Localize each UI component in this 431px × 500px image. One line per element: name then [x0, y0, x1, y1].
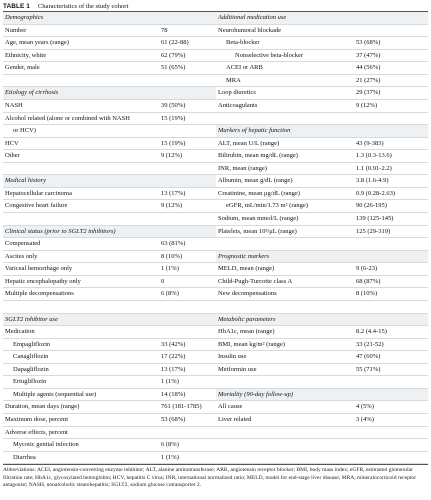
table-row	[216, 414, 428, 427]
row-label: HbA1c, mean (range)	[218, 328, 275, 336]
row-label: Multiple decompensations	[5, 290, 74, 298]
table-row	[3, 351, 216, 364]
table-row	[3, 113, 216, 126]
row-value: 1 (1%)	[161, 265, 179, 273]
row-label: ALT, mean U/L (range)	[218, 139, 280, 147]
row-label: Liver related	[218, 416, 252, 423]
table-row	[216, 351, 428, 364]
table-row	[216, 75, 428, 88]
row-value: 53 (68%)	[356, 39, 381, 47]
row-label: HCV	[5, 139, 19, 147]
row-value: 1.3 (0.3-13.6)	[356, 152, 392, 160]
row-value: 33 (21-52)	[356, 340, 384, 348]
row-label: Neurohumoral blockade	[218, 26, 281, 34]
row-value: 78	[161, 26, 168, 34]
row-label: Child-Pugh-Turcotte class A	[218, 277, 293, 285]
table-row	[3, 251, 216, 264]
row-label: All cause	[218, 403, 243, 411]
row-label: Mortality (90-day follow-up)	[218, 390, 294, 398]
row-label: Creatinine, mean μg/dL (range)	[218, 189, 300, 197]
table-row	[216, 326, 428, 339]
row-label: Demographics	[5, 14, 44, 21]
row-label: New decompensations	[218, 290, 277, 298]
row-label: Medical history	[5, 177, 46, 185]
spacer-row	[216, 376, 428, 389]
row-value: 8.2 (4.4-15)	[356, 328, 387, 336]
row-value: 43 (9-383)	[356, 139, 384, 147]
spacer-row	[216, 301, 428, 314]
table-row	[3, 263, 216, 276]
spacer-row	[216, 238, 428, 251]
table-row	[216, 138, 428, 151]
table-row	[3, 364, 216, 377]
row-value: 125 (29-319)	[356, 227, 391, 235]
row-label: ACEI or ARB	[226, 64, 263, 72]
row-label: Ertugliflozin	[13, 378, 47, 386]
row-value: 1 (1%)	[161, 453, 179, 461]
row-label: Additional medication use	[218, 14, 287, 21]
row-value: 15 (19%)	[161, 139, 186, 147]
row-label: Markers of hepatic function	[218, 127, 291, 135]
row-value: 0.9 (0.28-2.63)	[356, 189, 395, 197]
table-title: Characteristics of the study cohort	[37, 3, 129, 10]
table-row	[3, 200, 216, 213]
table-row	[216, 288, 428, 301]
table-row	[3, 37, 216, 50]
row-value: 17 (22%)	[161, 353, 186, 361]
table-row	[3, 138, 216, 151]
table-row	[216, 263, 428, 276]
row-label: Clinical status (prior to SGLT2 inhibitors)	[5, 227, 116, 235]
row-label: Platelets, mean 10³/μL (range)	[218, 227, 297, 235]
row-label: Other	[5, 152, 20, 160]
row-value: 9 (6-23)	[356, 265, 378, 273]
row-label: MRA	[226, 76, 241, 84]
row-label: Congestive heart failure	[5, 202, 68, 210]
row-value: 29 (37%)	[356, 89, 381, 97]
table-row	[216, 37, 428, 50]
section-header	[216, 125, 428, 138]
table-row	[216, 364, 428, 377]
row-value: 3 (4%)	[356, 416, 374, 423]
row-value: 8 (10%)	[161, 252, 183, 260]
table-row	[216, 62, 428, 75]
table-row	[216, 50, 428, 63]
row-value: 44 (56%)	[356, 64, 381, 72]
table-row	[216, 150, 428, 163]
row-label: MELD, mean (range)	[218, 265, 275, 273]
row-value: 4 (5%)	[356, 403, 374, 411]
spacer-row	[3, 213, 216, 226]
footnote: Abbreviations: ACEI, angiotensin-converting enzyme inhibitor; ALT, alanine aminotransferase; ARB, angiotensin receptor blocker; BMI, body mass index; eGFR, estimated glomerular filtration rate; HbA1c, glycosylated hemoglobin; HCV, hepatitis C virus; INR, international normalized ratio; MELD, model for end-stage liver disease; MRA, mineralocorticoid receptor antagonist; NASH, nonalcoholic steatohepatitis; SGLT2, sodium glucose cotransporter 2.	[3, 467, 417, 489]
spacer-row	[216, 427, 428, 440]
table-row	[216, 276, 428, 289]
table-caption	[3, 2, 128, 11]
row-value: 1.1 (0.91-2.2)	[356, 164, 392, 172]
row-label: eGFR, mL/min/1.73 m² (range)	[226, 202, 308, 210]
row-value: 51 (65%)	[161, 64, 186, 72]
table-row	[216, 401, 428, 414]
row-label: Prognostic markers	[218, 252, 270, 260]
spacer-row	[216, 452, 428, 465]
table-row	[216, 188, 428, 201]
row-value: 1 (1%)	[161, 378, 179, 386]
row-value: 15 (19%)	[161, 114, 186, 122]
row-value: 761 (181-1785)	[161, 403, 202, 411]
table-row	[216, 213, 428, 226]
table-row	[3, 401, 216, 414]
row-label: NASH	[5, 101, 23, 109]
spacer-row	[3, 163, 216, 176]
table-row	[216, 339, 428, 352]
table-row	[3, 25, 216, 38]
row-value: 9 (12%)	[161, 152, 183, 160]
row-label: Mycotic genital infection	[13, 441, 79, 449]
row-value: 14 (18%)	[161, 390, 186, 398]
row-label: Beta-blocker	[226, 39, 260, 47]
table-row	[3, 339, 216, 352]
section-header	[3, 175, 216, 188]
row-value: 53 (68%)	[161, 416, 186, 423]
row-label: Albumin, mean g/dL (range)	[218, 177, 293, 185]
row-value: 6 (8%)	[161, 290, 179, 298]
row-label: Number	[5, 26, 27, 34]
table-row	[3, 62, 216, 75]
row-label: Adverse effects, percent	[5, 428, 68, 436]
section-header	[3, 87, 216, 100]
row-value: 9 (12%)	[356, 101, 378, 109]
table-row	[3, 376, 216, 389]
row-label: Dapagliflozin	[13, 365, 49, 373]
row-label: Ascites only	[5, 252, 38, 260]
row-value: 55 (71%)	[356, 365, 381, 373]
table-row	[3, 288, 216, 301]
row-value: 61 (22-88)	[161, 39, 189, 47]
table-row	[3, 125, 216, 138]
row-value: 37 (47%)	[356, 51, 381, 59]
table-row	[3, 188, 216, 201]
row-value: 6 (8%)	[161, 441, 179, 449]
table-row	[3, 100, 216, 113]
row-value: 33 (42%)	[161, 340, 186, 348]
table-row	[3, 389, 216, 402]
row-value: 47 (60%)	[356, 353, 381, 361]
row-value: 139 (125-145)	[356, 215, 394, 222]
table-row	[3, 150, 216, 163]
row-label: Ethnicity, white	[5, 51, 47, 59]
row-value: 13 (17%)	[161, 365, 186, 373]
row-value: 8 (10%)	[356, 290, 378, 298]
table-row	[3, 238, 216, 251]
row-label: SGLT2 inhibitor use	[5, 315, 58, 323]
row-label: Nonselective beta-blocker	[235, 51, 304, 59]
right-column	[216, 12, 428, 464]
row-value: 9 (12%)	[161, 202, 183, 210]
row-label: Age, mean years (range)	[5, 39, 69, 47]
row-label: Metabolic parameters	[218, 315, 276, 323]
row-label: Bilirubin, mean mg/dL (range)	[218, 152, 298, 160]
row-label: Hepatic encephalopathy only	[5, 277, 81, 285]
row-label: Canagliflozin	[13, 353, 49, 361]
spacer-row	[216, 113, 428, 126]
spacer-row	[3, 301, 216, 314]
table-row	[3, 414, 216, 427]
row-label: or HCV)	[13, 127, 36, 135]
table-row	[3, 439, 216, 452]
section-header	[216, 389, 428, 402]
row-label: Metformin use	[218, 365, 257, 373]
table-row	[216, 163, 428, 176]
section-header	[216, 251, 428, 264]
row-value: 3.8 (1.6-4.9)	[356, 177, 389, 185]
table-row	[3, 326, 216, 339]
row-label: Hepatocellular carcinoma	[5, 189, 72, 197]
row-value: 0	[161, 277, 165, 285]
row-label: Medication	[5, 328, 35, 336]
spacer-row	[3, 75, 216, 88]
row-label: Gender, male	[5, 64, 40, 72]
row-label: Compensated	[5, 240, 41, 248]
section-header	[216, 12, 428, 25]
spacer-row	[216, 439, 428, 452]
row-value: 62 (79%)	[161, 51, 186, 59]
row-label: INR, mean (range)	[218, 164, 267, 172]
row-value: 90 (26-195)	[356, 202, 387, 210]
table-row	[216, 226, 428, 239]
table-row	[3, 427, 216, 440]
row-label: Multiple agents (sequential use)	[13, 390, 97, 398]
row-label: Diarrhea	[13, 453, 36, 461]
row-label: Anticoagulants	[218, 101, 258, 109]
row-value: 13 (17%)	[161, 189, 186, 197]
bottom-rule	[3, 464, 428, 465]
section-header	[3, 226, 216, 239]
row-value: 68 (87%)	[356, 277, 381, 285]
table-row	[216, 87, 428, 100]
left-column	[3, 12, 216, 464]
section-header	[216, 314, 428, 327]
row-label: Sodium, mean mmol/L (range)	[218, 215, 299, 222]
row-label: Empagliflozin	[13, 340, 51, 348]
section-header	[3, 12, 216, 25]
row-value: 21 (27%)	[356, 76, 381, 84]
row-value: 63 (81%)	[161, 240, 186, 248]
row-label: Insulin use	[218, 353, 247, 361]
section-header	[3, 314, 216, 327]
row-value: 39 (50%)	[161, 101, 186, 109]
table-row	[216, 175, 428, 188]
row-label: Loop diuretics	[218, 89, 256, 97]
row-label: Variceal hemorrhage only	[5, 265, 73, 273]
row-label: Etiology of cirrhosis	[5, 89, 59, 97]
table-row	[3, 50, 216, 63]
row-label: Duration, mean days (range)	[5, 403, 80, 411]
table-row	[3, 276, 216, 289]
row-label: Alcohol related (alone or combined with NASH	[5, 114, 130, 122]
table-row	[216, 25, 428, 38]
table-row	[216, 100, 428, 113]
table-row	[216, 200, 428, 213]
table-number: TABLE 1	[3, 3, 30, 10]
table-row	[3, 452, 216, 465]
row-label: Maximum dose, percent	[5, 416, 68, 423]
row-label: BMI, mean kg/m² (range)	[218, 340, 285, 348]
